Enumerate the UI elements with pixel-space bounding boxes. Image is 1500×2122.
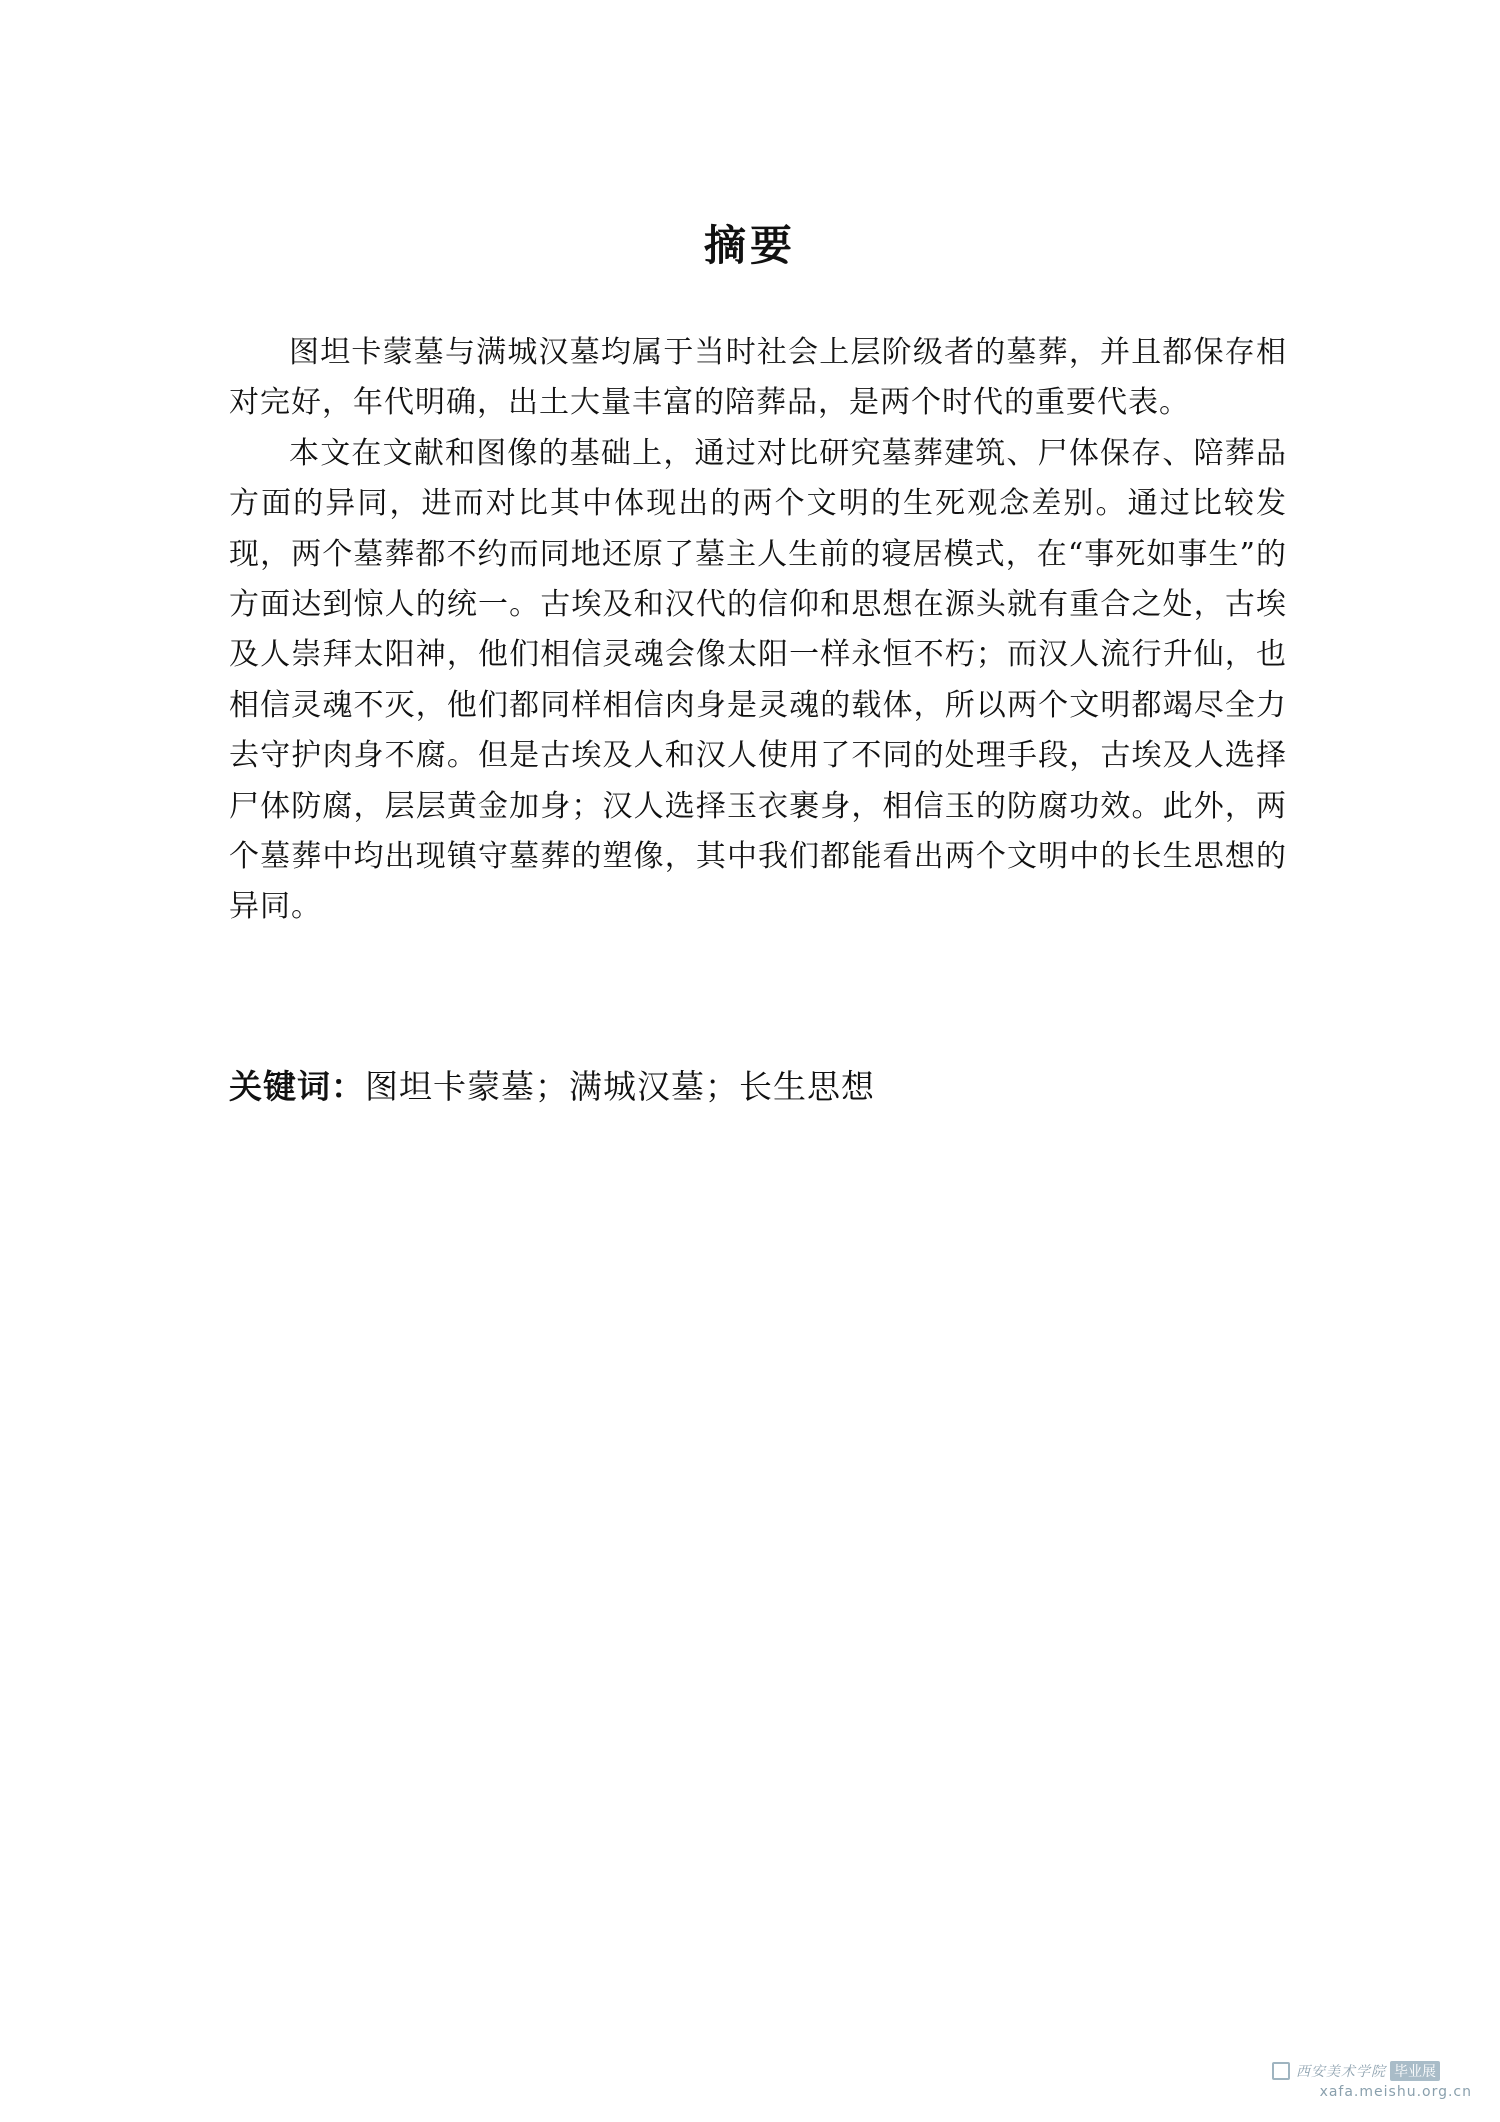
abstract-title: 摘要 <box>703 221 796 270</box>
abstract-body <box>229 328 1287 933</box>
watermark-brand <box>1272 2060 1472 2082</box>
keywords-label: 关键词： <box>229 1067 365 1106</box>
keywords-text: 图坦卡蒙墓；满城汉墓；长生思想 <box>365 1067 875 1106</box>
watermark-url: xafa.meishu.org.cn <box>1319 2084 1472 2100</box>
keywords-line <box>229 1062 1287 1112</box>
abstract-paragraph-1: 图坦卡蒙墓与满城汉墓均属于当时社会上层阶级者的墓葬，并且都保存相对完好，年代明确，出土大量丰富的陪葬品，是两个时代的重要代表。 <box>229 335 1287 421</box>
watermark-label: 西安美术学院 <box>1296 2064 1386 2080</box>
watermark-tag: 毕业展 <box>1390 2061 1440 2081</box>
watermark <box>1272 2060 1472 2104</box>
abstract-paragraph-2: 本文在文献和图像的基础上，通过对比研究墓葬建筑、尸体保存、陪葬品方面的异同，进而对比其中体现出的两个文明的生死观念差别。通过比较发现，两个墓葬都不约而同地还原了墓主人生前的寝居模式，在“事死如事生”的方面达到惊人的统一。古埃及和汉代的信仰和思想在源头就有重合之处，古埃及人崇拜太阳神，他们相信灵魂会像太阳一样永恒不朽；而汉人流行升仙，也相信灵魂不灭，他们都同样相信肉身是灵魂的载体，所以两个文明都竭尽全力去守护肉身不腐。但是古埃及人和汉人使用了不同的处理手段，古埃及人选择尸体防腐，层层黄金加身；汉人选择玉衣裹身，相信玉的防腐功效。此外，两个墓葬中均出现镇守墓葬的塑像，其中我们都能看出两个文明中的长生思想的异同。 <box>229 435 1287 925</box>
watermark-logo-icon <box>1272 2062 1290 2080</box>
